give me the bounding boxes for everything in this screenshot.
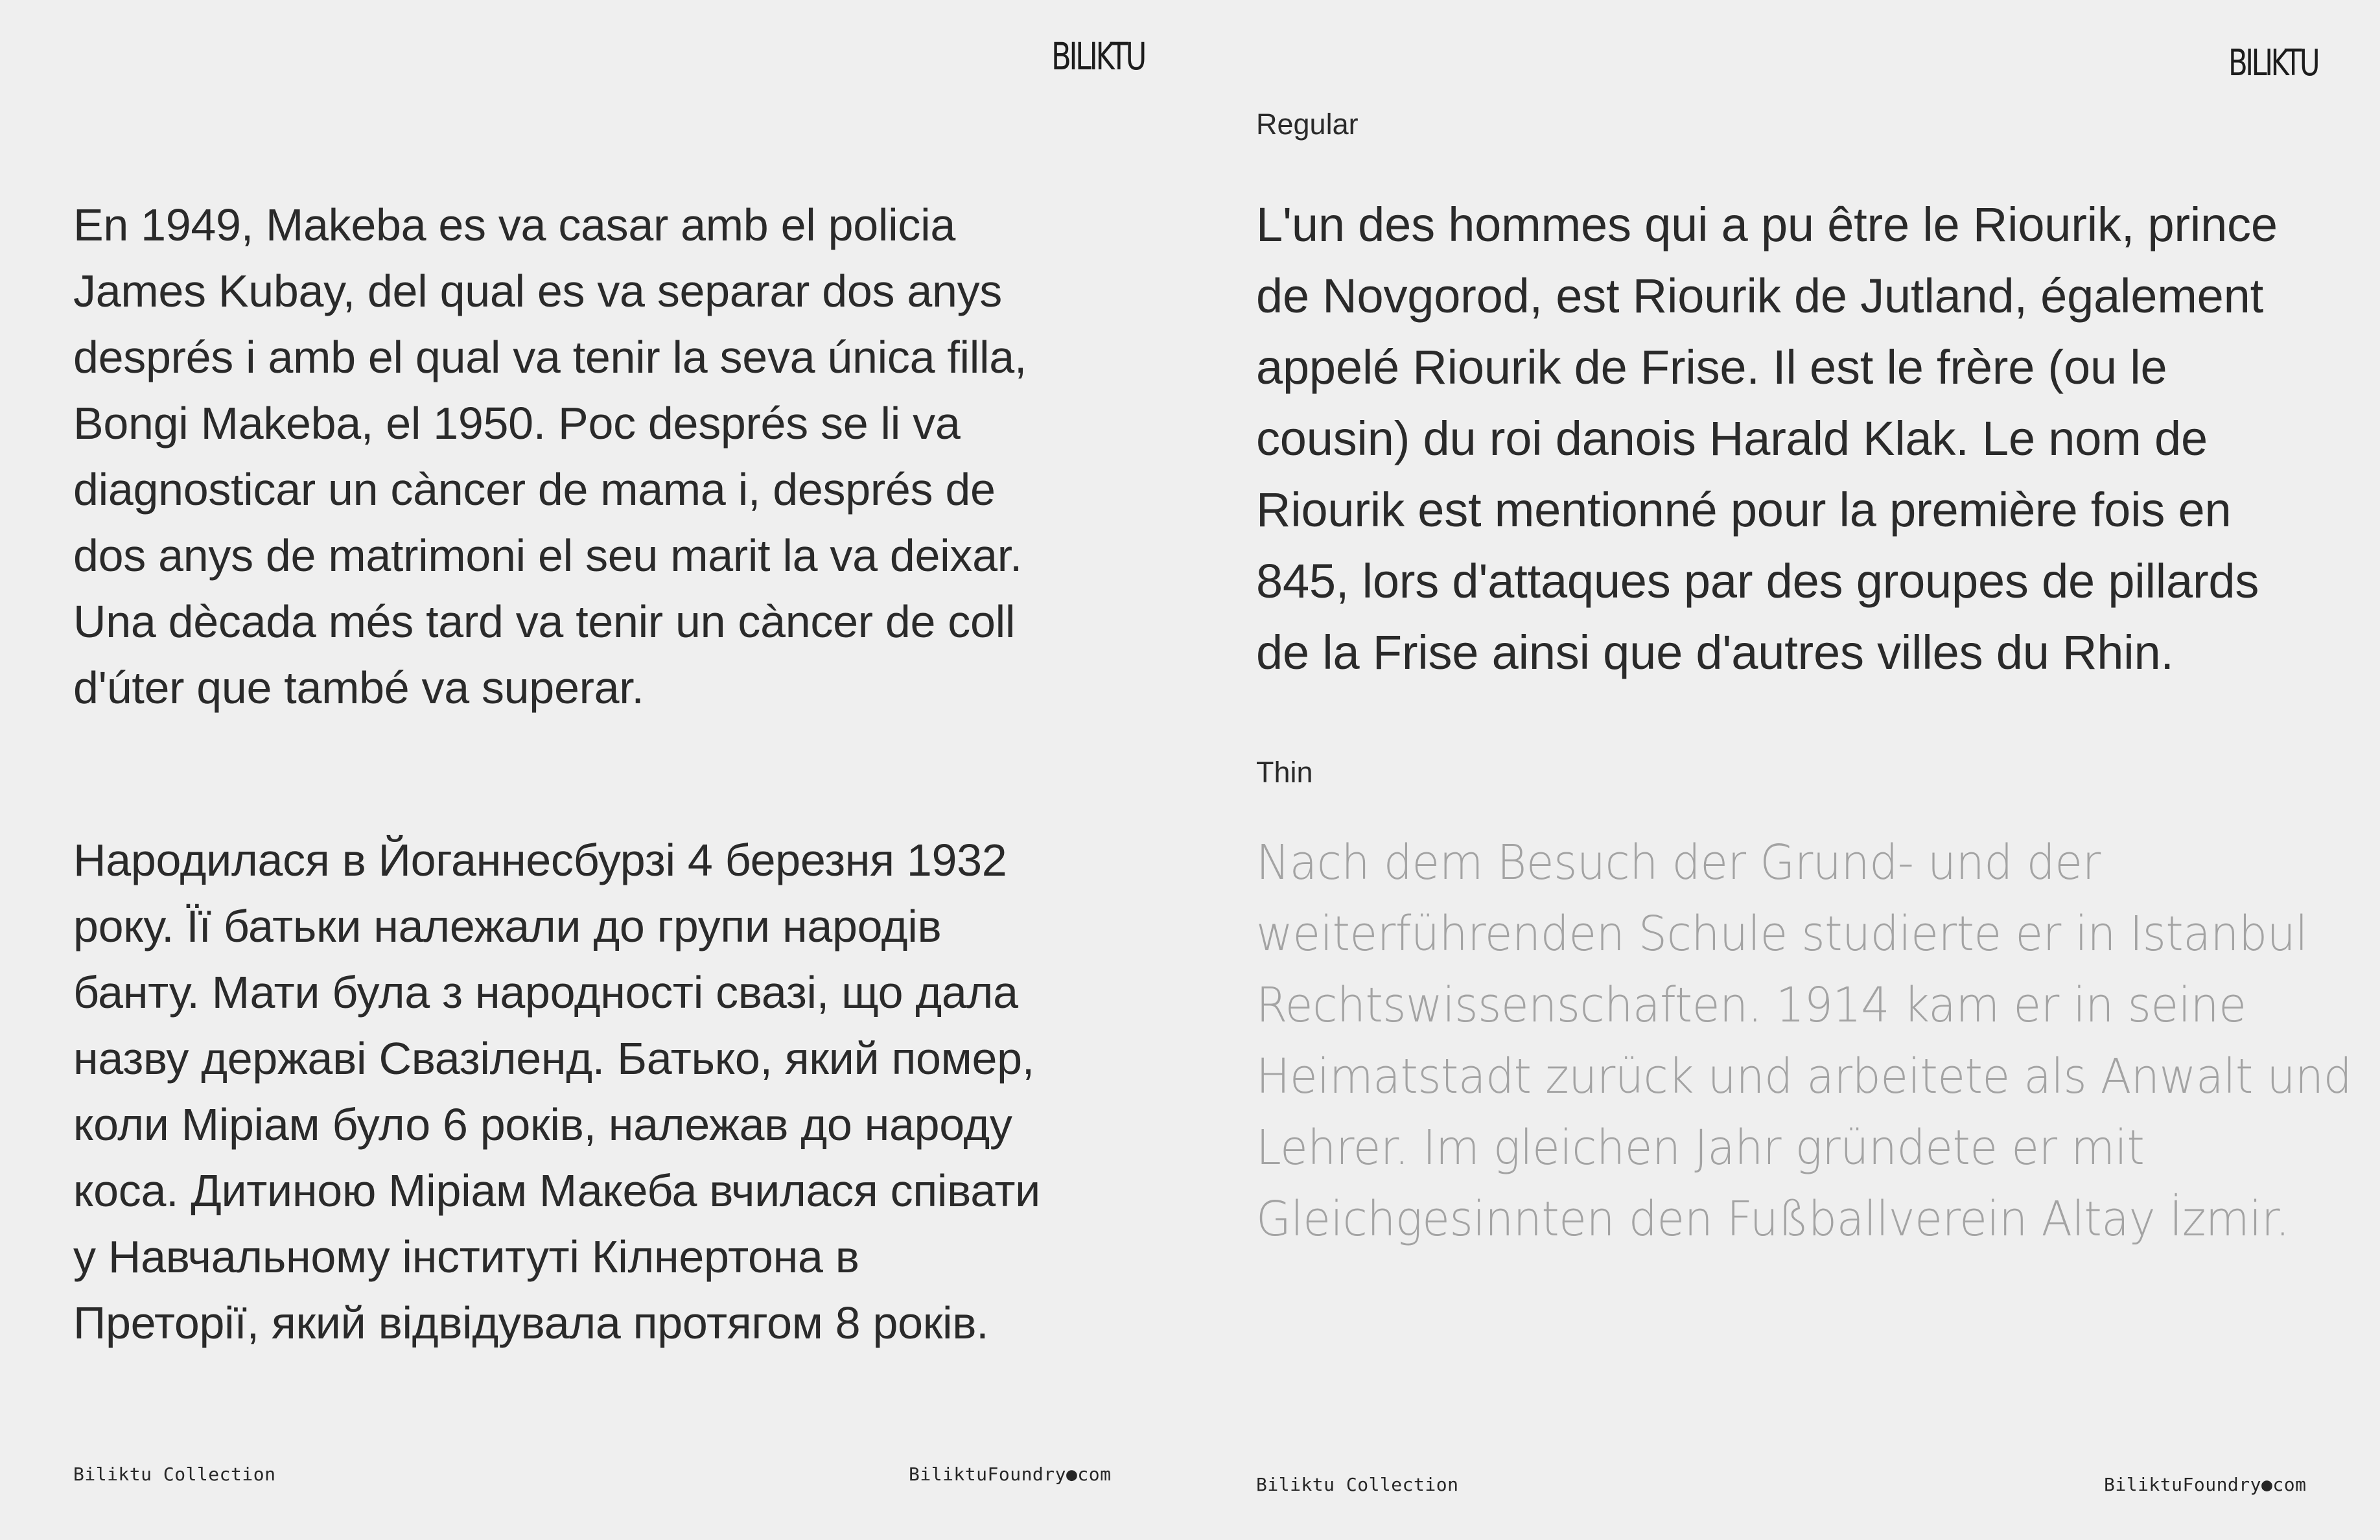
text-line: Riourik est mentionné pour la première fois en: [1256, 483, 2232, 537]
biliktu-logo: BILIKTU: [1051, 34, 1145, 78]
text-line: cousin) du roi danois Harald Klak. Le nom de: [1256, 412, 2208, 465]
text-line: Gleichgesinnten den Fußballverein Altay İzmir.: [1256, 1191, 2290, 1247]
footer-collection-name: Biliktu Collection: [73, 1464, 276, 1485]
text-line: Rechtswissenschaften. 1914 kam er in seine: [1256, 977, 2246, 1033]
text-line: dos anys de matrimoni el seu marit la va deixar.: [73, 530, 1023, 581]
text-line: у Навчальному інституті Кілнертона в: [73, 1231, 859, 1282]
text-line: Преторії, який відвідувала протягом 8 років.: [73, 1298, 989, 1348]
footer-website: BiliktuFoundry●com: [2104, 1474, 2307, 1495]
text-line: En 1949, Makeba es va casar amb el policia: [73, 200, 955, 250]
french-specimen-paragraph: [1256, 189, 2278, 688]
text-line: Heimatstadt zurück und arbeitete als Anwalt und: [1256, 1049, 2352, 1104]
text-line: L'un des hommes qui a pu être le Riourik, prince: [1256, 198, 2278, 251]
footer-collection-name: Biliktu Collection: [1256, 1474, 1459, 1495]
text-line: després i amb el qual va tenir la seva única filla,: [73, 332, 1027, 382]
text-line: weiterführenden Schule studierte er in Istanbul: [1256, 906, 2308, 962]
text-line: коса. Дитиною Міріам Макеба вчилася співати: [73, 1165, 1040, 1216]
text-line: de la Frise ainsi que d'autres villes du Rhin.: [1256, 625, 2174, 679]
text-line: року. Її батьки належали до групи народів: [73, 901, 942, 951]
text-line: Bongi Makeba, el 1950. Poc després se li va: [73, 398, 961, 449]
catalan-specimen-paragraph: [73, 192, 1027, 721]
footer-website: BiliktuFoundry●com: [909, 1464, 1112, 1485]
text-line: de Novgorod, est Riourik de Jutland, également: [1256, 269, 2263, 323]
text-line: Народилася в Йоганнесбурзі 4 березня 1932: [73, 835, 1007, 885]
text-line: банту. Мати була з народності свазі, що дала: [73, 967, 1018, 1018]
text-line: appelé Riourik de Frise. Il est le frère (ou le: [1256, 340, 2167, 394]
text-line: коли Міріам було 6 років, належав до народу: [73, 1099, 1012, 1150]
ukrainian-specimen-paragraph: [73, 827, 1040, 1356]
weight-label-regular: Regular: [1256, 108, 1359, 141]
german-specimen-paragraph: [1256, 827, 2351, 1255]
text-line: James Kubay, del qual es va separar dos anys: [73, 266, 1002, 316]
text-line: Una dècada més tard va tenir un càncer de coll: [73, 596, 1016, 647]
text-line: 845, lors d'attaques par des groupes de pillards: [1256, 554, 2259, 608]
biliktu-logo: BILIKTU: [2228, 42, 2318, 84]
weight-label-thin: Thin: [1256, 756, 1313, 789]
text-line: Lehrer. Im gleichen Jahr gründete er mit: [1256, 1120, 2145, 1176]
text-line: diagnosticar un càncer de mama i, després de: [73, 464, 996, 515]
text-line: назву державі Свазіленд. Батько, який помер,: [73, 1033, 1034, 1084]
text-line: d'úter que també va superar.: [73, 662, 644, 713]
right-page: [1190, 0, 2380, 1540]
text-line: Nach dem Besuch der Grund- und der: [1256, 835, 2101, 891]
